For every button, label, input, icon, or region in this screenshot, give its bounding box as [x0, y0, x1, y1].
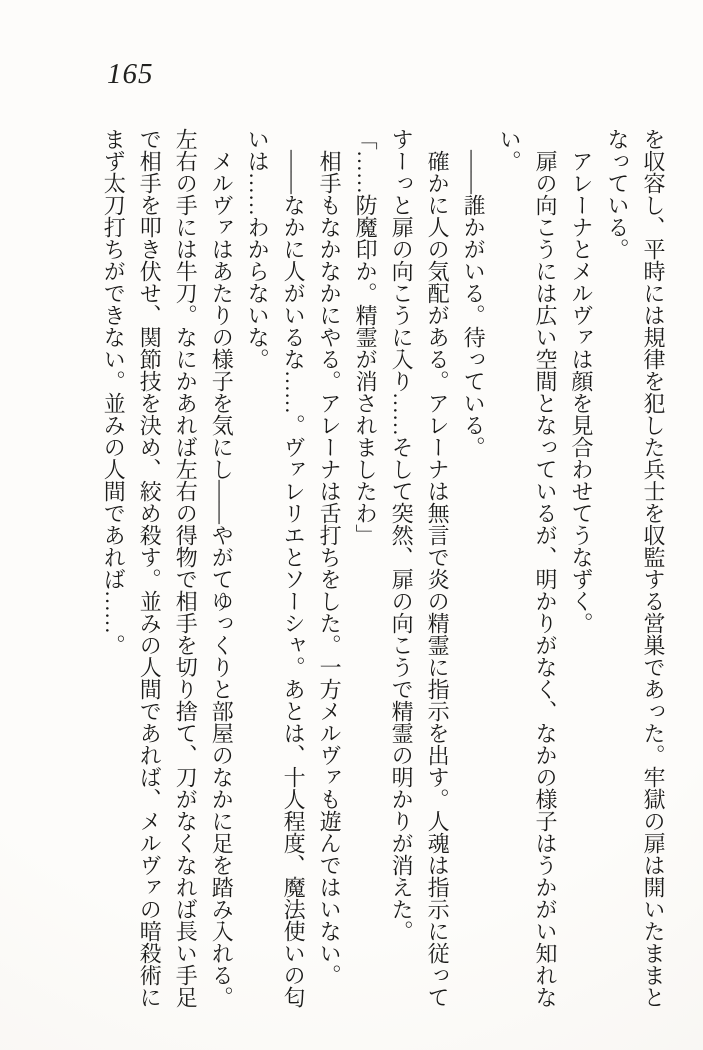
paragraph-1: を収容し、平時には規律を犯した兵士を収監する営巣であった。牢獄の扉は開いたままとなっている。 [605, 128, 666, 1008]
paragraph-8: ――なかに人がいるな……。ヴァレリエとソーシャ。あとは、十人程度、魔法使いの匂いは……わからないな。 [245, 128, 307, 1008]
paragraph-6-dialogue: 「……防魔印か。精霊が消されましたわ」 [353, 128, 379, 546]
paragraph-9: メルヴァはあたりの様子を気にし――やがてゆっくりと部屋のなかに足を踏み入れる。左右の手には牛刀。なにかあれば左右の得物で相手を切り捨て、刀がなくなれば長い手足で相手を叩き伏せ、関節技を決め、絞め殺す。並みの人間であれば、メルヴァの暗殺術にまず太刀打ちができない。並みの人間であれば……。 [101, 128, 235, 1008]
paragraph-4: ――誰かがいる。待っている。 [461, 150, 487, 458]
paragraph-3: 扉の向こうには広い空間となっているが、明かりがなく、なかの様子はうかがい知れない。 [497, 128, 559, 1008]
paragraph-5: 確かに人の気配がある。アレーナは無言で炎の精霊に指示を出す。人魂は指示に従ってすーっと扉の向こうに入り……そして突然、扉の向こうで精霊の明かりが消えた。 [389, 128, 451, 1008]
vertical-text-block [95, 128, 671, 1010]
paragraph-2: アレーナとメルヴァは顔を見合わせてうなずく。 [569, 150, 595, 634]
paragraph-7: 相手もなかなかにやる。アレーナは舌打ちをした。一方メルヴァも遊んではいない。 [317, 150, 343, 986]
page-number: 165 [107, 58, 154, 90]
